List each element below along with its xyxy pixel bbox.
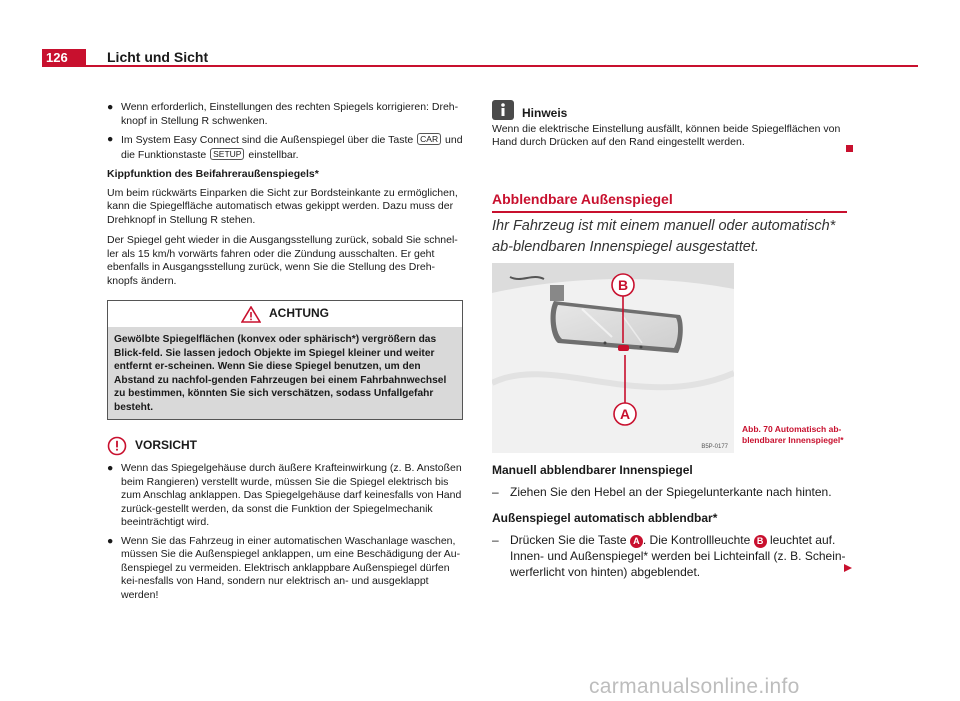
dash-marker: – (492, 485, 499, 499)
mirror-figure (492, 263, 734, 453)
key-b-badge: B (754, 535, 767, 548)
note-text: Wenn die elektrische Einstellung ausfällt, können beide Spiegelflächen von Hand durch Drücken auf den Rand eingestellt werden. (492, 123, 841, 148)
list-item (107, 535, 463, 603)
manual-heading: Manuell abblendbarer Innenspiegel (492, 463, 693, 477)
step-text-part: leuchtet auf. Innen- und Außenspiegel* werden bei Lichteinfall (z. B. Schein-werferlicht von hinten) abgeblendet. (510, 533, 846, 579)
list-item (107, 133, 463, 162)
step-text-part: . Die Kontrollleuchte (642, 533, 751, 547)
mirror-illustration (492, 263, 734, 453)
note-header (492, 100, 852, 120)
section-title-block (492, 191, 847, 213)
continue-arrow-icon (843, 563, 853, 573)
bullet-icon: ● (107, 534, 114, 547)
end-marker (846, 145, 853, 152)
figure-label-a: A (619, 406, 631, 422)
figure-label-b: B (617, 277, 629, 293)
caution-title: VORSICHT (135, 438, 198, 453)
section-rule (492, 211, 847, 213)
step-text (510, 532, 854, 580)
step-item (492, 484, 854, 500)
subheading: Kippfunktion des Beifahreraußenspiegels* (107, 168, 319, 180)
paragraph: Um beim rückwärts Einparken die Sicht zur Bordsteinkante zu ermöglichen, kann die Spiegelfläche automatisch etwas gekippt werden. Dazu muss der Drehknopf in Stellung R stehen. (107, 186, 458, 226)
figure-caption: Abb. 70 Automatisch ab-blendbarer Innenspiegel* (742, 424, 844, 445)
bullet-text-part: und die Funktionstaste (121, 134, 463, 161)
warning-text: Gewölbte Spiegelflächen (konvex oder sphärisch*) vergrößern das Blick-feld. Sie lassen jedoch Objekte im Spiegel kleiner und weiter entfernt er-scheinen. Wenn Sie diese Spiegel benutzen, um den Abstand zu nachfol-genden Fahrzeugen bei einem Fahrbahnwechsel zu bestimmen, könnten Sie sich verschätzen, sodass Unfallgefahr besteht. (108, 327, 462, 419)
bullet-text: Wenn das Spiegelgehäuse durch äußere Krafteinwirkung (z. B. Anstoßen beim Rangieren) verstellt wurde, müssen Sie die Spiegel elektrisch bis zum Anschlag anklappen. Das Spiegelgehäuse darf keinesfalls von Hand zurück-gestellt werden, da sonst die Funktion der Spiegelmechanik beeinträchtigt wird. (121, 462, 462, 528)
warning-triangle-icon (241, 306, 261, 323)
caution-exclamation-icon (107, 436, 127, 456)
header-rule (42, 65, 918, 67)
info-note-icon (492, 100, 514, 120)
watermark: carmanualsonline.info (589, 675, 800, 698)
car-key-symbol: CAR (417, 133, 441, 145)
warning-title: ACHTUNG (269, 306, 329, 321)
note-title: Hinweis (522, 106, 568, 120)
left-column (107, 101, 463, 607)
right-body (492, 462, 854, 580)
section-intro: Ihr Fahrzeug ist mit einem manuell oder automatisch* ab-blendbaren Innenspiegel ausgestattet. (492, 218, 836, 255)
list-item (107, 462, 463, 530)
bullet-text: Wenn Sie das Fahrzeug in einer automatischen Waschanlage waschen, müssen Sie die Außenspiegel anklappen, um eine Beschädigung der Au-ßenspiegel zu vermeiden. Elektrisch anklappbare Außenspiegel dürfen kei-nesfalls von Hand, sondern nur elektrisch an- und ausgeklappt werden! (121, 534, 461, 601)
bullet-icon: ● (107, 133, 114, 145)
bullet-text-part: einstellbar. (248, 148, 299, 161)
list-item (107, 101, 463, 128)
bullet-text: Wenn erforderlich, Einstellungen des rechten Spiegels korrigieren: Dreh-knopf in Stellung R schwenken. (121, 101, 459, 127)
warning-box (107, 300, 463, 420)
bullet-icon: ● (107, 101, 114, 113)
bullet-icon: ● (107, 462, 114, 474)
setup-key-symbol: SETUP (210, 148, 244, 160)
step-text: Ziehen Sie den Hebel an der Spiegelunterkante nach hinten. (510, 485, 832, 499)
warning-header (108, 301, 462, 327)
caution-header (107, 436, 463, 456)
paragraph: Der Spiegel geht wieder in die Ausgangsstellung zurück, sobald Sie schnel-ler als 15 km/h vorwärts fahren oder die Zündung ausschalten. Er geht ebenfalls in Ausgangsstellung zurück, wenn Sie die Stellung des Dreh-knopfs ändern. (107, 234, 458, 287)
dash-marker: – (492, 533, 499, 547)
step-item (492, 532, 854, 580)
bullet-text-part: Im System Easy Connect sind die Außenspiegel über die Taste (121, 134, 414, 146)
bullet-text (121, 133, 463, 162)
page-title: Licht und Sicht (107, 49, 209, 65)
key-a-badge: A (630, 535, 643, 548)
figure-code: B5P-0177 (701, 444, 728, 450)
step-text-part: Drücken Sie die Taste (510, 533, 627, 547)
note-box (492, 100, 852, 149)
section-title: Abblendbare Außenspiegel (492, 191, 673, 207)
page-number: 126 (42, 49, 86, 66)
auto-heading: Außenspiegel automatisch abblendbar* (492, 511, 718, 525)
